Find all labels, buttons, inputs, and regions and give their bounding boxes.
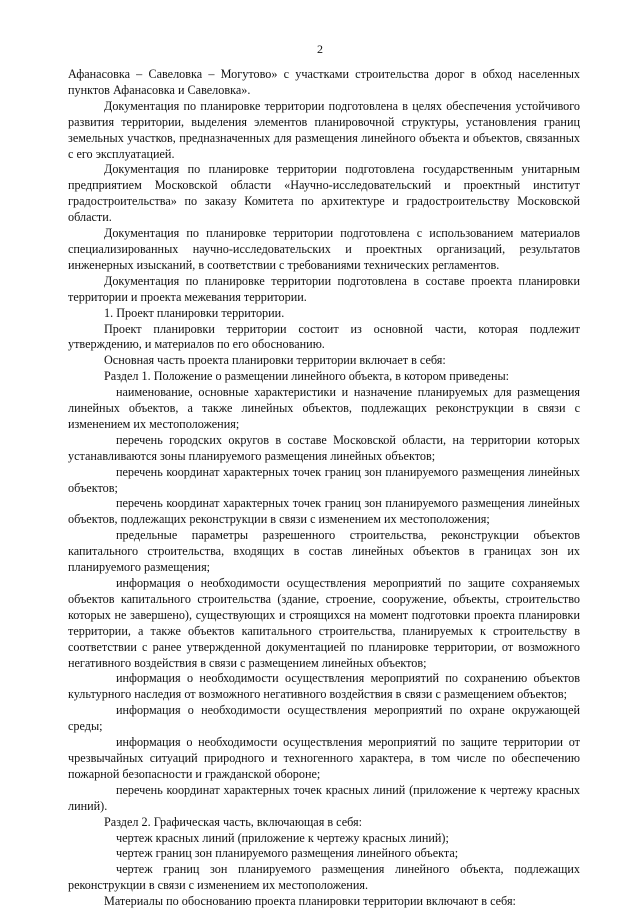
list-item: информация о необходимости осуществления мероприятий по защите сохраняемых объектов капитального строительства (здание, строение, сооружение, объекты, строительство которых не завершено), существующих и строящихся на момент подготовки проекта планировки территории, а также объектов капитального строительства, планируемых к строительству в соответствии с ранее утвержденной документацией по планировке территории, от возможного негативного воздействия в связи с размещением линейных объектов; [68, 576, 580, 670]
paragraph: Афанасовка – Савеловка – Могутово» с участками строительства дорог в обход населенных пунктов Афанасовка и Савеловка». [68, 67, 580, 97]
list-item: перечень городских округов в составе Московской области, на территории которых устанавливаются зоны планируемого размещения линейных объектов; [68, 432, 580, 463]
paragraph: Документация по планировке территории подготовлена в целях обеспечения устойчивого развития территории, выделения элементов планировочной структуры, установления границ земельных участков, предназначенных для размещения линейного объекта и объектов, связанных с его эксплуатацией. [68, 98, 580, 161]
section-heading: Раздел 2. Графическая часть, включающая в себя: [104, 814, 363, 829]
paragraph: Материалы по обоснованию проекта планировки территории включают в себя: [104, 894, 516, 909]
paragraph: Документация по планировке территории подготовлена в составе проекта планировки территории и проекта межевания территории. [68, 273, 580, 304]
document-body [68, 67, 580, 910]
section-heading: 1. Проект планировки территории. [104, 305, 285, 320]
list-item: предельные параметры разрешенного строительства, реконструкции объектов капитального строительства, входящих в состав линейных объектов в границах зон их планируемого размещения; [68, 528, 580, 575]
paragraph: Документация по планировке территории подготовлена государственным унитарным предприятием Московской области «Научно-исследовательский и проектный институт градостроительства» по заказу Комитета по архитектуре и градостроительству Московской области. [68, 162, 580, 225]
list-item: наименование, основные характеристики и назначение планируемых для размещения линейных объектов, а также линейных объектов, подлежащих реконструкции в связи с изменением их местоположения; [68, 385, 580, 431]
list-item: чертеж границ зон планируемого размещения линейного объекта, подлежащих реконструкции в связи с изменением их местоположения. [68, 862, 580, 893]
list-item: перечень координат характерных точек границ зон планируемого размещения линейных объектов; [68, 464, 580, 495]
list-item: перечень координат характерных точек красных линий (приложение к чертежу красных линий). [68, 782, 580, 813]
list-item: чертеж красных линий (приложение к чертежу красных линий); [116, 830, 449, 845]
list-item: информация о необходимости осуществления мероприятий по сохранению объектов культурного наследия от возможного негативного воздействия в связи с размещением объектов; [68, 671, 580, 702]
paragraph: Основная часть проекта планировки территории включает в себя: [104, 353, 446, 368]
page-number: 2 [317, 42, 323, 56]
list-item: перечень координат характерных точек границ зон планируемого размещения линейных объектов, подлежащих реконструкции в связи с изменением их местоположения; [68, 496, 580, 527]
list-item: чертеж границ зон планируемого размещения линейного объекта; [116, 846, 459, 861]
list-item: информация о необходимости осуществления мероприятий по охране окружающей среды; [68, 703, 580, 734]
paragraph: Документация по планировке территории подготовлена с использованием материалов специализированных научно-исследовательских и проектных организаций, результатов инженерных изысканий, в соответствии с требованиями технических регламентов. [68, 226, 580, 272]
section-heading: Раздел 1. Положение о размещении линейного объекта, в котором приведены: [104, 369, 510, 384]
list-item: информация о необходимости осуществления мероприятий по защите территории от чрезвычайных ситуаций природного и техногенного характера, в том числе по обеспечению пожарной безопасности и гражданской обороне; [68, 735, 580, 781]
paragraph: Проект планировки территории состоит из основной части, которая подлежит утверждению, и материалов по его обоснованию. [68, 321, 580, 352]
